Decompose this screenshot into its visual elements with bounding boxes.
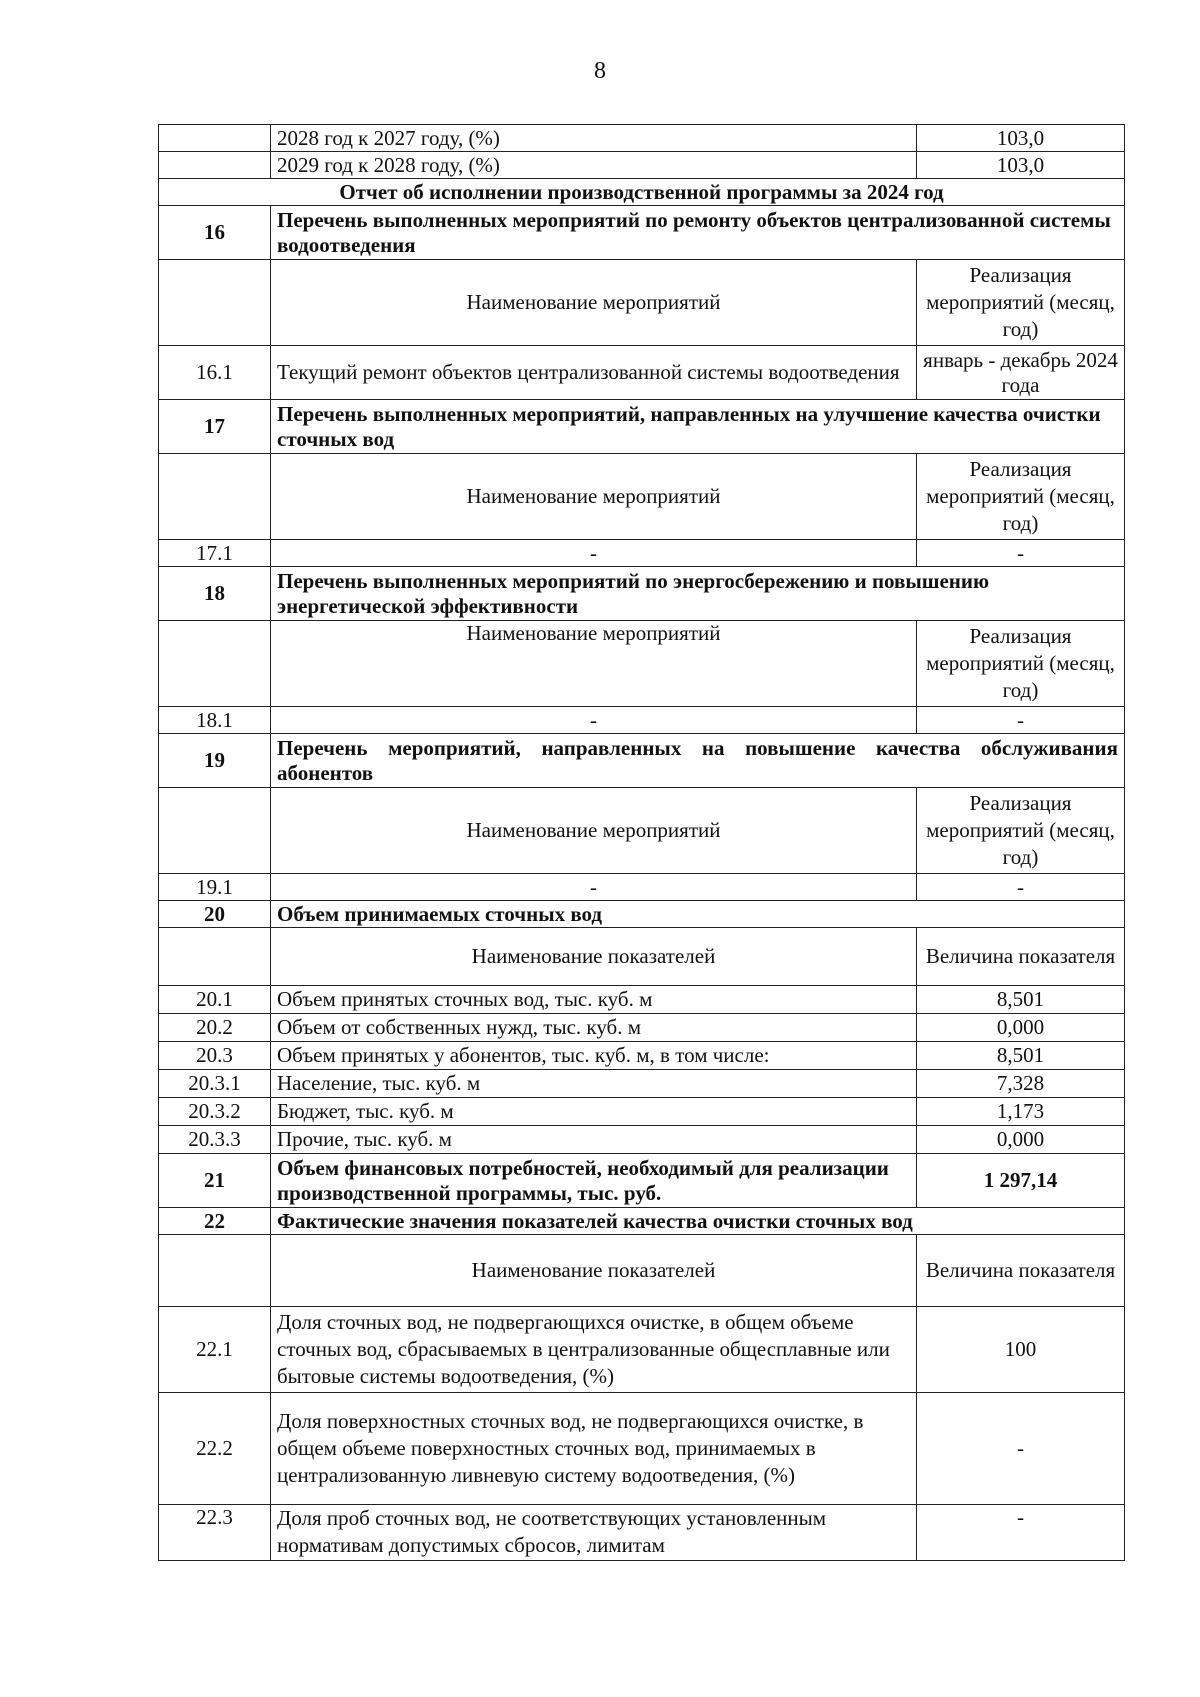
table-row xyxy=(159,1307,1125,1393)
column-header-row xyxy=(159,260,1125,346)
section-header xyxy=(159,734,1125,788)
row-number: 16.1 xyxy=(159,346,271,400)
row-label: 2028 год к 2027 году, (%) xyxy=(271,125,917,152)
table-row xyxy=(159,986,1125,1014)
row-value: - xyxy=(917,707,1125,734)
section-title: Перечень выполненных мероприятий по ремонту объектов централизованной системы водоотведения xyxy=(271,206,1125,260)
row-label: - xyxy=(271,540,917,567)
row-label: 2029 год к 2028 году, (%) xyxy=(271,152,917,179)
section-title: Объем финансовых потребностей, необходимый для реализации производственной программы, тыс. руб. xyxy=(271,1154,917,1208)
row-value: 103,0 xyxy=(917,125,1125,152)
row-number xyxy=(159,1235,271,1307)
table-row xyxy=(159,346,1125,400)
section-title: Объем принимаемых сточных вод xyxy=(271,901,1125,928)
row-label: Доля поверхностных сточных вод, не подвергающихся очистке, в общем объеме поверхностных сточных вод, принимаемых в централизованную ливневую систему водоотведения, (%) xyxy=(271,1393,917,1505)
row-label: Объем принятых у абонентов, тыс. куб. м, в том числе: xyxy=(271,1042,917,1070)
row-label: Бюджет, тыс. куб. м xyxy=(271,1098,917,1126)
column-header-row xyxy=(159,621,1125,707)
row-number: 22.2 xyxy=(159,1393,271,1505)
row-number xyxy=(159,454,271,540)
row-number: 22.1 xyxy=(159,1307,271,1393)
row-number: 22.3 xyxy=(159,1505,271,1561)
row-label: Доля проб сточных вод, не соответствующих установленным нормативам допустимых сбросов, лимитам xyxy=(271,1505,917,1561)
row-number xyxy=(159,928,271,986)
section-number: 16 xyxy=(159,206,271,260)
table-row xyxy=(159,540,1125,567)
row-value: - xyxy=(917,1505,1125,1561)
row-number: 20.1 xyxy=(159,986,271,1014)
row-value: 0,000 xyxy=(917,1014,1125,1042)
report-title: Отчет об исполнении производственной программы за 2024 год xyxy=(159,179,1125,206)
row-number: 19.1 xyxy=(159,874,271,901)
column-header-row xyxy=(159,928,1125,986)
table-row xyxy=(159,1505,1125,1561)
column-header-impl: Реализация мероприятий (месяц, год) xyxy=(917,260,1125,346)
table-row xyxy=(159,152,1125,179)
row-value: 7,328 xyxy=(917,1070,1125,1098)
table-row xyxy=(159,1393,1125,1505)
column-header-name: Наименование мероприятий xyxy=(271,788,917,874)
column-header-name: Наименование мероприятий xyxy=(271,454,917,540)
row-number xyxy=(159,621,271,707)
row-value: - xyxy=(917,874,1125,901)
row-number: 17.1 xyxy=(159,540,271,567)
row-number: 20.2 xyxy=(159,1014,271,1042)
column-header-value: Величина показателя xyxy=(917,1235,1125,1307)
row-number: 18.1 xyxy=(159,707,271,734)
row-number xyxy=(159,788,271,874)
row-value: 100 xyxy=(917,1307,1125,1393)
section-header xyxy=(159,1208,1125,1235)
row-value: 8,501 xyxy=(917,986,1125,1014)
row-label: - xyxy=(271,707,917,734)
table-row xyxy=(159,1042,1125,1070)
row-number: 20.3 xyxy=(159,1042,271,1070)
program-table xyxy=(158,124,1125,1561)
report-title-row xyxy=(159,179,1125,206)
section-number: 19 xyxy=(159,734,271,788)
row-number: 20.3.2 xyxy=(159,1098,271,1126)
column-header-name: Наименование мероприятий xyxy=(271,621,917,707)
row-value: 103,0 xyxy=(917,152,1125,179)
row-number xyxy=(159,125,271,152)
row-label: Объем принятых сточных вод, тыс. куб. м xyxy=(271,986,917,1014)
table-row xyxy=(159,125,1125,152)
row-label: Население, тыс. куб. м xyxy=(271,1070,917,1098)
section-header xyxy=(159,400,1125,454)
row-label: Прочие, тыс. куб. м xyxy=(271,1126,917,1154)
row-label: Текущий ремонт объектов централизованной системы водоотведения xyxy=(271,346,917,400)
row-value: - xyxy=(917,540,1125,567)
row-value: январь - декабрь 2024 года xyxy=(917,346,1125,400)
section-header xyxy=(159,901,1125,928)
section-title: Перечень выполненных мероприятий, направленных на улучшение качества очистки сточных вод xyxy=(271,400,1125,454)
row-value: 1,173 xyxy=(917,1098,1125,1126)
section-header xyxy=(159,1154,1125,1208)
section-title: Фактические значения показателей качества очистки сточных вод xyxy=(271,1208,1125,1235)
section-number: 20 xyxy=(159,901,271,928)
row-label: Объем от собственных нужд, тыс. куб. м xyxy=(271,1014,917,1042)
column-header-row xyxy=(159,454,1125,540)
table-row xyxy=(159,1070,1125,1098)
table-row xyxy=(159,1126,1125,1154)
column-header-name: Наименование мероприятий xyxy=(271,260,917,346)
section-title: Перечень выполненных мероприятий по энергосбережению и повышению энергетической эффективности xyxy=(271,567,1125,621)
table-row xyxy=(159,707,1125,734)
row-number xyxy=(159,260,271,346)
row-number: 20.3.1 xyxy=(159,1070,271,1098)
column-header-row xyxy=(159,788,1125,874)
section-number: 17 xyxy=(159,400,271,454)
section-number: 22 xyxy=(159,1208,271,1235)
table-row xyxy=(159,1014,1125,1042)
column-header-impl: Реализация мероприятий (месяц, год) xyxy=(917,788,1125,874)
financial-value: 1 297,14 xyxy=(917,1154,1125,1208)
column-header-value: Величина показателя xyxy=(917,928,1125,986)
row-value: 0,000 xyxy=(917,1126,1125,1154)
section-title: Перечень мероприятий, направленных на повышение качества обслуживания абонентов xyxy=(271,734,1125,788)
section-header xyxy=(159,206,1125,260)
section-header xyxy=(159,567,1125,621)
row-label: - xyxy=(271,874,917,901)
column-header-name: Наименование показателей xyxy=(271,928,917,986)
row-value: 8,501 xyxy=(917,1042,1125,1070)
section-number: 18 xyxy=(159,567,271,621)
table-row xyxy=(159,1098,1125,1126)
column-header-name: Наименование показателей xyxy=(271,1235,917,1307)
column-header-impl: Реализация мероприятий (месяц, год) xyxy=(917,621,1125,707)
row-value: - xyxy=(917,1393,1125,1505)
column-header-row xyxy=(159,1235,1125,1307)
table-row xyxy=(159,874,1125,901)
page-number: 8 xyxy=(594,58,606,84)
column-header-impl: Реализация мероприятий (месяц, год) xyxy=(917,454,1125,540)
row-label: Доля сточных вод, не подвергающихся очистке, в общем объеме сточных вод, сбрасываемых в централизованные общесплавные или бытовые системы водоотведения, (%) xyxy=(271,1307,917,1393)
section-number: 21 xyxy=(159,1154,271,1208)
row-number xyxy=(159,152,271,179)
row-number: 20.3.3 xyxy=(159,1126,271,1154)
